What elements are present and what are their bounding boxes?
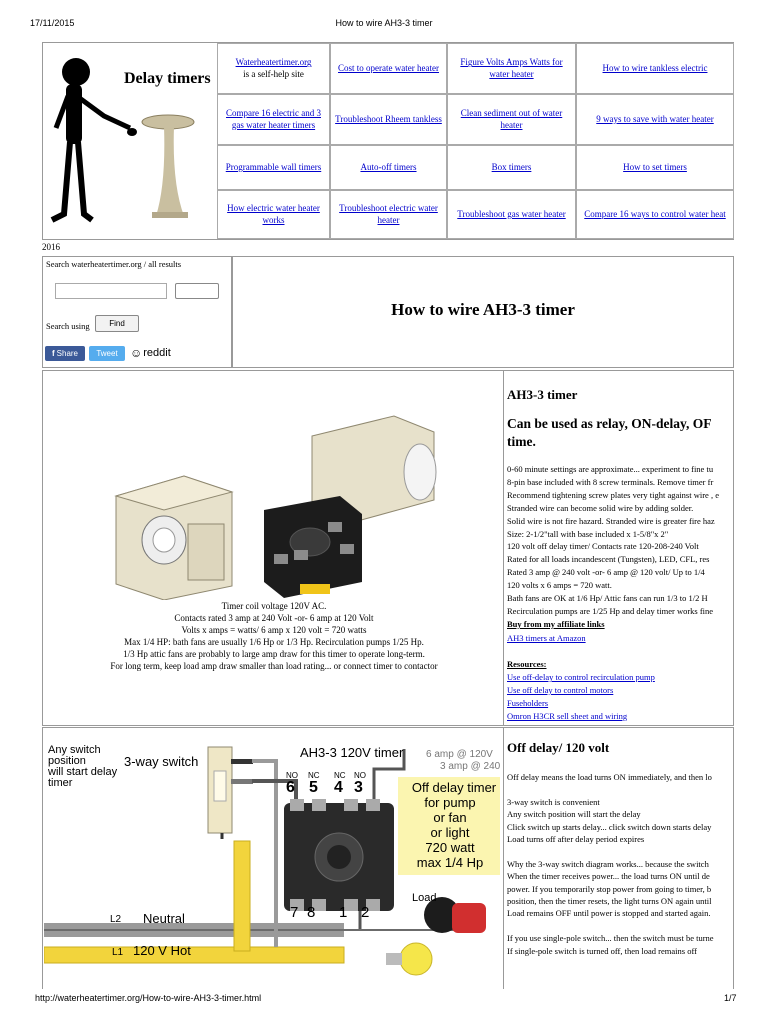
amazon-link[interactable]: AH3 timers at Amazon [507, 633, 586, 643]
nav-link[interactable]: Troubleshoot Rheem tankless [335, 113, 442, 124]
nav-cell [447, 94, 576, 145]
note-line: Off delay means the load turns ON immediately, and then lo [507, 772, 712, 782]
nav-cell [330, 94, 447, 145]
note-line: power. If you temporarily stop power from going to timer, b [507, 883, 712, 894]
nav-link[interactable]: Troubleshoot gas water heater [457, 208, 566, 219]
nav-cell [447, 145, 576, 190]
caption-line: For long term, keep load amp draw smaller than load rating... or connect timer to contactor [110, 661, 438, 671]
search-scope-select[interactable] [175, 283, 219, 299]
note-line: When the timer receives power... the load turns ON until de [507, 871, 710, 882]
diagram-callout-line: 720 watt [425, 840, 475, 855]
terminal-number: 5 [309, 779, 318, 796]
page-title: How to wire AH3-3 timer [391, 300, 575, 319]
terminal-number: 4 [334, 779, 343, 796]
section2-title: Off delay/ 120 volt [507, 740, 610, 755]
print-url: http://waterheatertimer.org/How-to-wire-AH3-3-timer.html [35, 993, 262, 1003]
print-page-number: 1/7 [724, 993, 737, 1003]
nav-link[interactable]: Waterheatertimer.org [235, 57, 312, 68]
terminal-label: NO [286, 771, 298, 780]
note-line: If single-pole switch is turned off, then load remains off [507, 945, 697, 956]
resources-heading: Resources: [507, 659, 547, 669]
terminal-label: NC [308, 771, 320, 780]
note-line: Stranded wire can become solid wire by adding solder. [507, 502, 694, 513]
reddit-button[interactable]: ☺ reddit [130, 346, 171, 360]
nav-cell [576, 94, 734, 145]
year-label: 2016 [42, 242, 60, 252]
nav-cell [217, 145, 330, 190]
note-line: Solid wire is not fire hazard. Stranded wire is greater fire haz [507, 515, 715, 526]
nav-cell [576, 145, 734, 190]
diagram-wire-label: L2 [110, 914, 122, 925]
section1-subtitle-2: time. [507, 434, 536, 449]
diagram-callout-line: for pump [424, 795, 476, 810]
nav-link[interactable]: Box timers [491, 161, 532, 172]
note-line: Bath fans are OK at 1/6 Hp/ Attic fans can run 1/3 to 1/2 H [507, 593, 708, 603]
nav-cell [217, 94, 330, 145]
print-title: How to wire AH3-3 timer [335, 18, 433, 28]
terminal-number: 3 [354, 779, 363, 796]
nav-link[interactable]: How electric water heater works [227, 203, 320, 225]
logo [44, 44, 216, 238]
nav-cell [576, 43, 734, 94]
diagram-3way-label: 3-way switch [124, 754, 199, 769]
diagram-switch-note: timer [48, 777, 73, 789]
tweet-button[interactable]: Tweet [89, 346, 125, 361]
nav-tagline: is a self-help site [243, 68, 304, 79]
diagram-switch-note: Any switch [48, 744, 101, 756]
note-line: 120 volt off delay timer/ Contacts rate 120-208-240 Volt [507, 541, 699, 552]
nav-link[interactable]: Compare 16 ways to control water heat [584, 208, 726, 219]
section1-subtitle: Can be used as relay, ON-delay, OF [507, 416, 712, 431]
resource-link-motors[interactable]: Use off delay to control motors [507, 685, 614, 695]
note-line: Rated 3 amp @ 240 volt -or- 6 amp @ 120 volt/ Up to 1/4 [507, 567, 705, 578]
note-line: Size: 2-1/2"tall with base included x 1-5/8"x 2" [507, 528, 669, 539]
note-line: Load turns off after delay period expires [507, 834, 645, 844]
note-line: Recommend tightening screw plates very tight against wire , e [507, 489, 719, 500]
diagram-callout-line: Off delay timer [411, 780, 497, 795]
terminal-number: 2 [361, 904, 370, 921]
nav-link[interactable]: Auto-off timers [360, 161, 417, 172]
facebook-share-button[interactable]: f Share [45, 346, 85, 361]
note-line: Recirculation pumps are 1/25 Hp and delay timer works fine [507, 605, 714, 616]
facebook-icon: f [51, 349, 55, 358]
divider [503, 370, 504, 726]
nav-cell [330, 145, 447, 190]
terminal-number: 7 [290, 904, 299, 921]
nav-link[interactable]: Clean sediment out of water heater [460, 108, 563, 130]
nav-cell [330, 43, 447, 94]
caption-line: Max 1/4 HP: bath fans are usually 1/6 Hp or 1/3 Hp. Recirculation pumps 1/25 Hp. [124, 637, 424, 647]
note-line: If you use single-pole switch... then the switch must be turne [507, 933, 714, 944]
nav-cell [576, 190, 734, 239]
search-label: Search waterheatertimer.org / all results [46, 259, 182, 269]
nav-link[interactable]: How to set timers [623, 161, 687, 172]
diagram-rating: 6 amp @ 120V [426, 749, 493, 760]
resource-link-omron[interactable]: Omron H3CR sell sheet and wiring [507, 711, 628, 721]
caption-line: Volts x amps = watts/ 6 amp x 120 volt = 720 watts [181, 625, 367, 635]
find-button[interactable]: Find [95, 315, 139, 332]
note-line: Any switch position will start the delay [507, 809, 641, 820]
nav-link[interactable]: Troubleshoot electric water heater [339, 203, 438, 225]
diagram-switch-note: position [48, 755, 86, 767]
note-line: 8-pin base included with 8 screw terminals. Remove timer fr [507, 476, 714, 487]
caption-line: Timer coil voltage 120V AC. [221, 601, 327, 611]
nav-link[interactable]: 9 ways to save with water heater [596, 113, 714, 124]
logo-title: Delay timers [124, 70, 211, 87]
nav-cell [217, 43, 330, 94]
diagram-callout-line: or light [430, 825, 470, 840]
terminal-number: 1 [339, 904, 348, 921]
diagram-wire-label: L1 [112, 947, 124, 958]
search-input[interactable] [55, 283, 167, 299]
section1-title: AH3-3 timer [507, 387, 578, 402]
nav-cell [447, 190, 576, 239]
nav-link[interactable]: How to wire tankless electric [602, 62, 708, 73]
resource-link-recirc[interactable]: Use off-delay to control recirculation pump [507, 672, 655, 682]
note-line: 120 volts x 6 amps = 720 watt. [507, 580, 612, 591]
diagram-callout-line: max 1/4 Hp [416, 855, 484, 870]
note-line: Rated for all loads incandescent (Tungsten), LED, CFL, res [507, 554, 710, 565]
nav-cell [330, 190, 447, 239]
diagram-timer-title: AH3-3 120V timer [300, 745, 404, 760]
note-line: 0-60 minute settings are approximate... experiment to fine tu [507, 464, 714, 474]
reddit-alien-icon: ☺ [130, 346, 143, 360]
note-line: position, then the timer resets, the light turns ON again until [507, 896, 712, 906]
terminal-number: 8 [307, 904, 316, 921]
nav-link[interactable]: Programmable wall timers [225, 161, 322, 172]
diagram-rating: 3 amp @ 240 [440, 761, 501, 772]
nav-link[interactable]: Figure Volts Amps Watts for water heater [460, 57, 563, 79]
ah3-timer-photo [104, 414, 444, 600]
nav-link[interactable]: Cost to operate water heater [338, 62, 439, 73]
diagram-switch-note: will start delay [48, 766, 118, 778]
divider [503, 727, 504, 989]
search-using-label: Search using [46, 321, 90, 331]
diagram-hot-label: 120 V Hot [133, 943, 191, 958]
terminal-label: NC [334, 771, 346, 780]
nav-link[interactable]: Compare 16 electric and 3 gas water heater timers [226, 108, 321, 130]
note-line: Load remains OFF until power is stopped and started again. [507, 908, 711, 919]
diagram-callout-line: or fan [433, 810, 467, 825]
note-line: Why the 3-way switch diagram works... because the switch [507, 858, 709, 869]
caption-line: 1/3 Hp attic fans are probably to large amp draw for this timer to operate long-term. [123, 649, 425, 659]
diagram-load-label: Load [412, 892, 437, 904]
nav-cell [217, 190, 330, 239]
resource-link-fuseholders[interactable]: Fuseholders [507, 698, 549, 708]
nav-cell [447, 43, 576, 94]
print-date: 17/11/2015 [30, 18, 75, 28]
diagram-neutral-label: Neutral [143, 911, 185, 926]
caption-line: Contacts rated 3 amp at 240 Volt -or- 6 amp at 120 Volt [174, 613, 374, 623]
note-line: 3-way switch is convenient [507, 796, 600, 807]
affiliate-heading: Buy from my affiliate links [507, 619, 605, 629]
spec-caption [46, 600, 502, 672]
terminal-label: NO [354, 771, 366, 780]
terminal-number: 6 [286, 779, 295, 796]
note-line: Click switch up starts delay... click switch down starts delay [507, 821, 712, 832]
